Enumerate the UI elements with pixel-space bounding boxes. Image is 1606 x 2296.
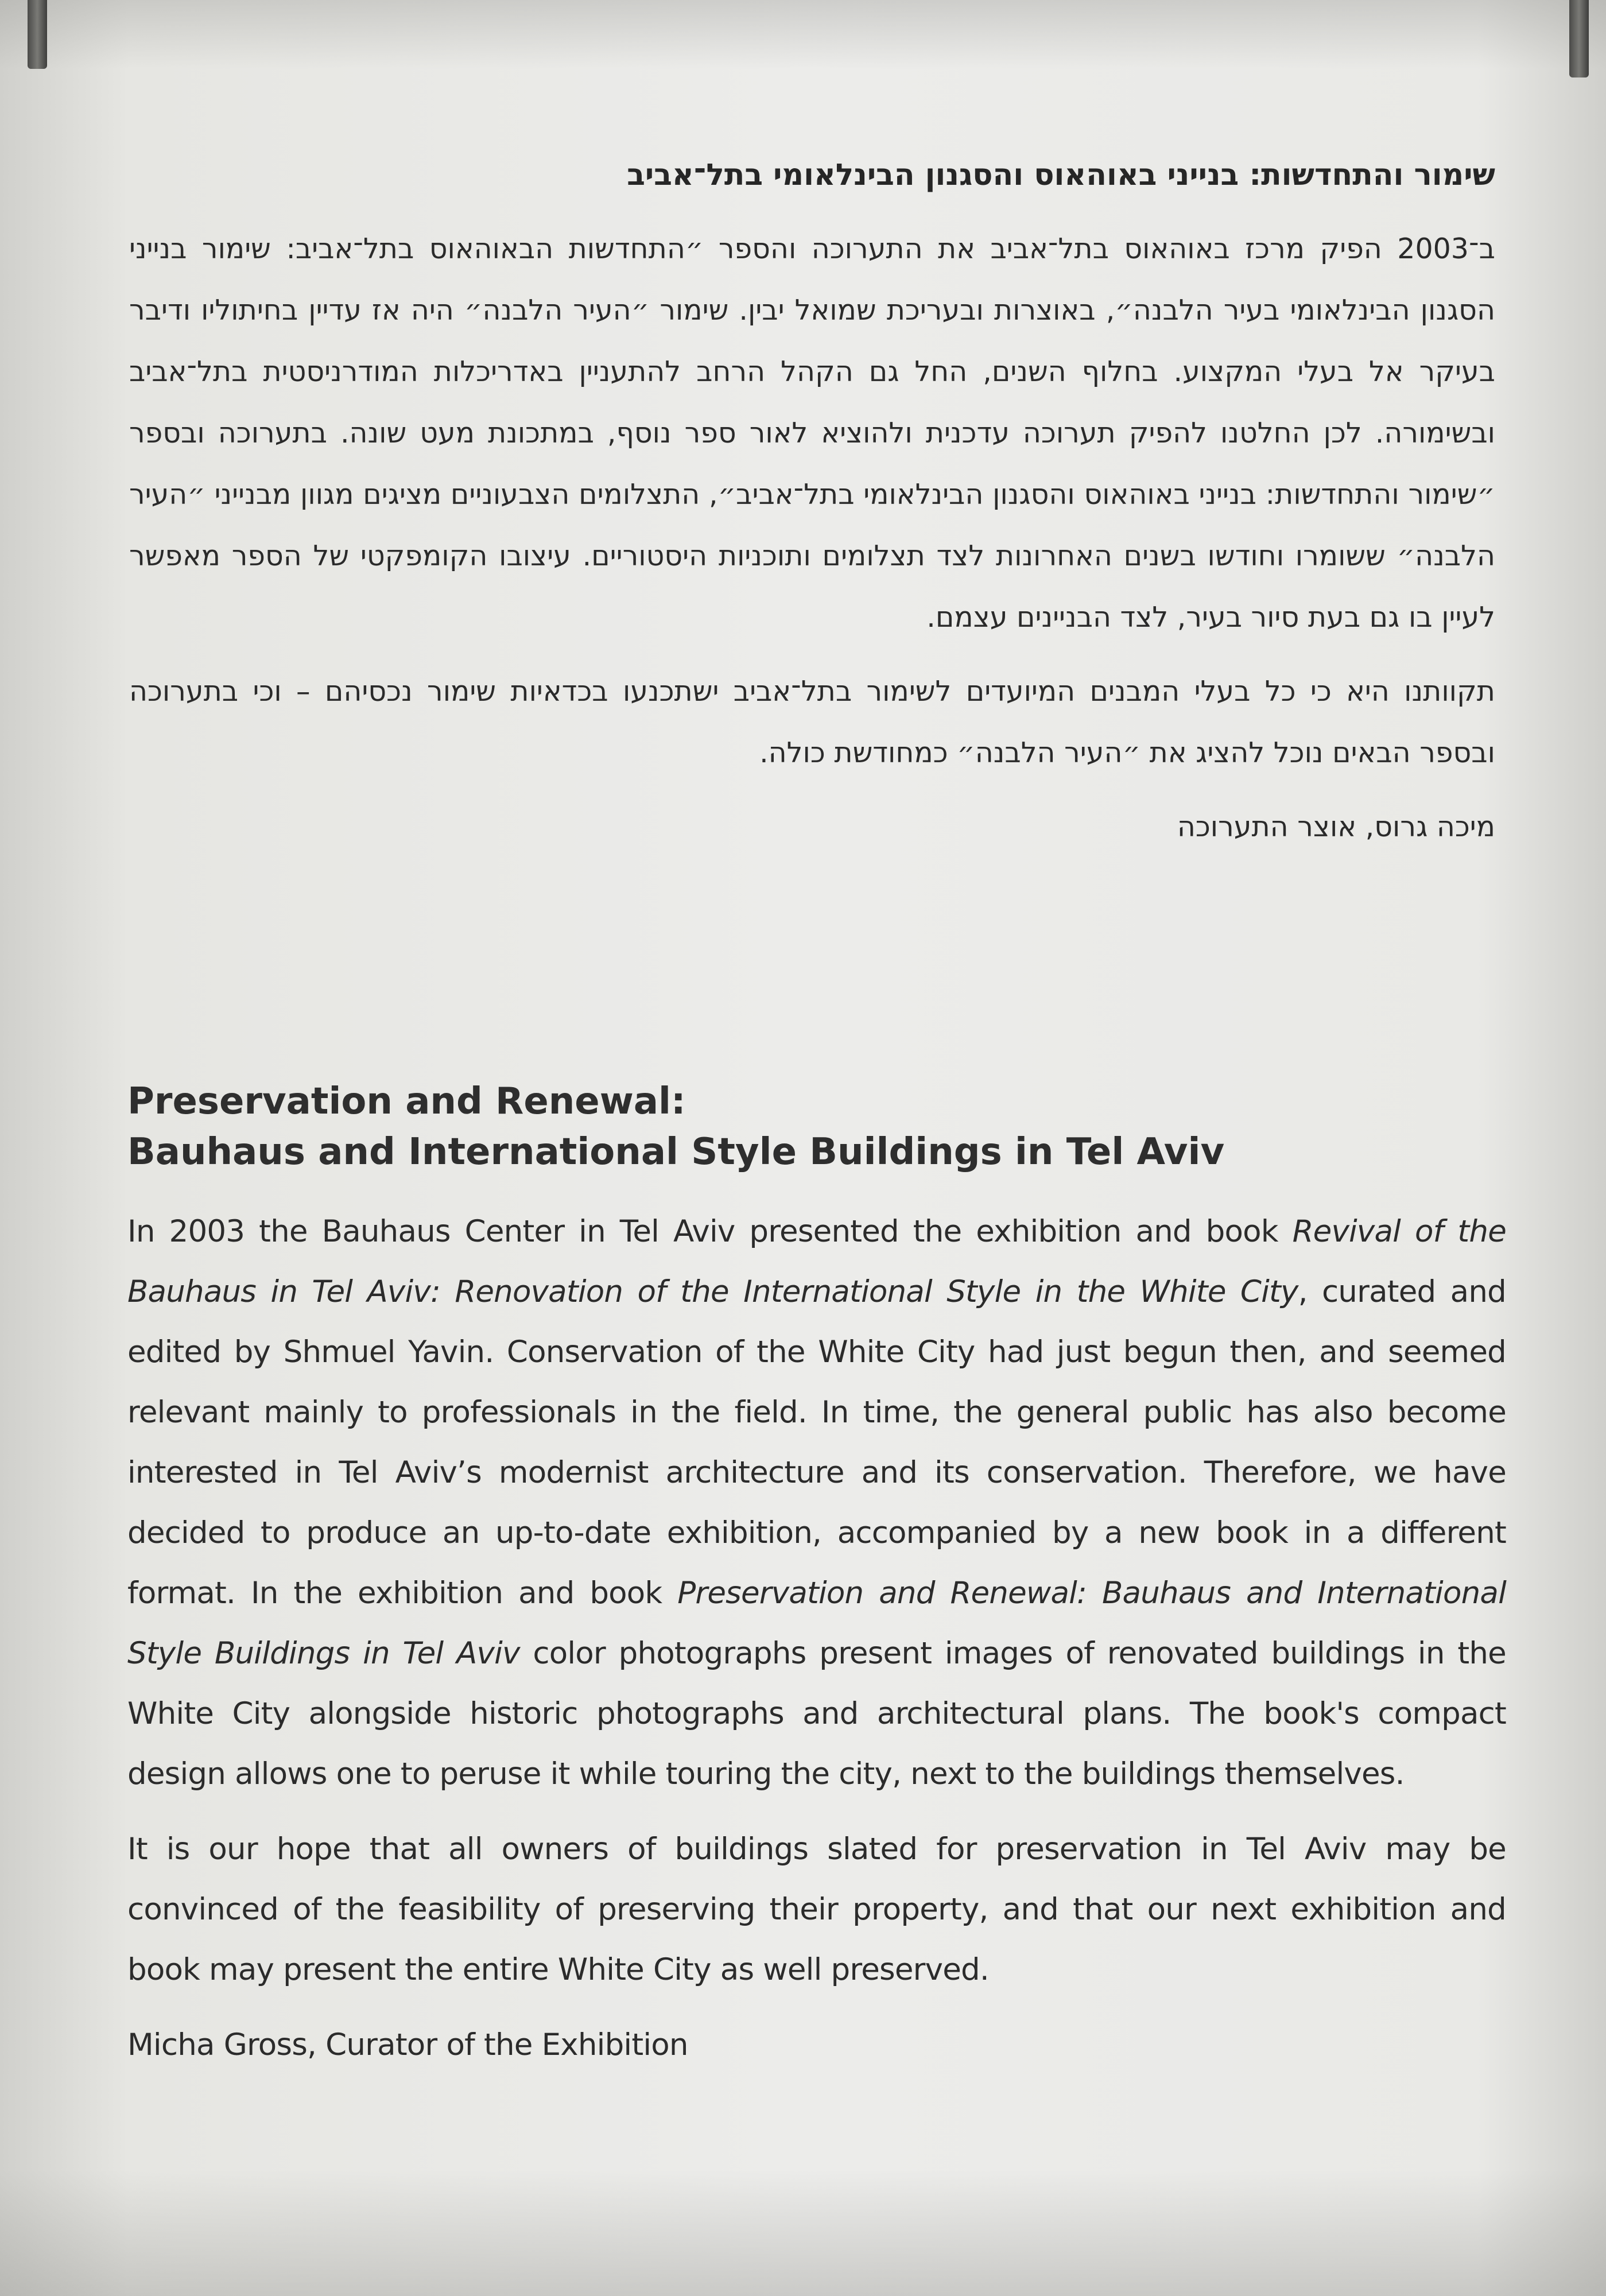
english-paragraph-1-text-a: In 2003 the Bauhaus Center in Tel Aviv presented the exhibition and book	[127, 1214, 1293, 1249]
english-section	[127, 1076, 1506, 2090]
english-title	[127, 1076, 1506, 1177]
hebrew-section	[129, 158, 1495, 870]
bottom-shadow	[0, 2170, 1606, 2296]
english-title-line-1: Preservation and Renewal:	[127, 1080, 686, 1123]
book-title-preservation: Preservation and Renewal: Bauhaus and International Style Buildings in Tel Aviv	[127, 1576, 1507, 1671]
hebrew-paragraph-1	[129, 218, 1495, 648]
english-paragraph-1-text-c: color photographs present images of renovated buildings in the White City alongside historic photographs and architectural plans. The book's compact design allows one to peruse it while touring the city, next to the buildings themselves.	[127, 1636, 1506, 1791]
english-paragraph-1-text-b: , curated and edited by Shmuel Yavin. Conservation of the White City had just begun then, and seemed relevant mainly to professionals in the field. In time, the general public has also become interested in Tel Aviv’s modernist architecture and its conservation. Therefore, we have decided to produce an up-to-date exhibition, accompanied by a new book in a different format. In the exhibition and book	[127, 1274, 1506, 1611]
hebrew-paragraph-2: תקוותנו היא כי כל בעלי המבנים המיועדים לשימור בתל־אביב ישתכנעו בכדאיות שימור נכסיהם – וכי בתערוכה ובספר הבאים נוכל להציג את ״העיר הלבנה״ כמחודשת כולה.	[129, 675, 1495, 769]
english-paragraph-1	[127, 1201, 1506, 1804]
hebrew-signature: מיכה גרוס, אוצר התערוכה	[1177, 810, 1495, 843]
hebrew-paragraph-1-text: ב־2003 הפיק מרכז באוהאוס בתל־אביב את התערוכה והספר ״התחדשות הבאוהאוס בתל־אביב: שימור בנייני הסגנון הבינלאומי בעיר הלבנה״, באוצרות ובעריכת שמואל יבין. שימור ״העיר הלבנה״ היה אז עדיין בחיתוליו ודיבר בעיקר אל בעלי המקצוע. בחלוף השנים, החל גם הקהל הרחב להתעניין באדריכלות המודרניסטית בתל־אביב ובשימורה. לכן החלטנו להפיק תערוכה עדכנית ולהוציא לאור ספר נוסף, במתכונת מעט שונה. בתערוכה ובספר ״שימור והתחדשות: בנייני באוהאוס והסגנון הבינלאומי בתל־אביב״, התצלומים הצבעוניים מציגים מגוון מבנייני ״העיר הלבנה״ ששומרו וחודשו בשנים האחרונות לצד תצלומים ותוכניות היסטוריים. עיצובו הקומפקטי של הספר מאפשר לעיין בו גם בעת סיור בעיר, לצד הבניינים עצמם.	[129, 232, 1495, 634]
book-title-revival: Revival of the Bauhaus in Tel Aviv: Renovation of the International Style in the White City	[127, 1214, 1507, 1309]
english-title-line-2: Bauhaus and International Style Buildings in Tel Aviv	[127, 1131, 1225, 1173]
top-shadow	[0, 0, 1606, 69]
english-signature: Micha Gross, Curator of the Exhibition	[127, 2027, 688, 2062]
hanging-clip-left	[28, 0, 47, 69]
english-paragraph-2: It is our hope that all owners of buildings slated for preservation in Tel Aviv may be convinced of the feasibility of preserving their property, and that our next exhibition and book may present the entire White City as well preserved.	[127, 1832, 1506, 1987]
hebrew-title: שימור והתחדשות: בנייני באוהאוס והסגנון הבינלאומי בתל־אביב	[627, 158, 1495, 192]
hanging-clip-right	[1569, 0, 1589, 77]
